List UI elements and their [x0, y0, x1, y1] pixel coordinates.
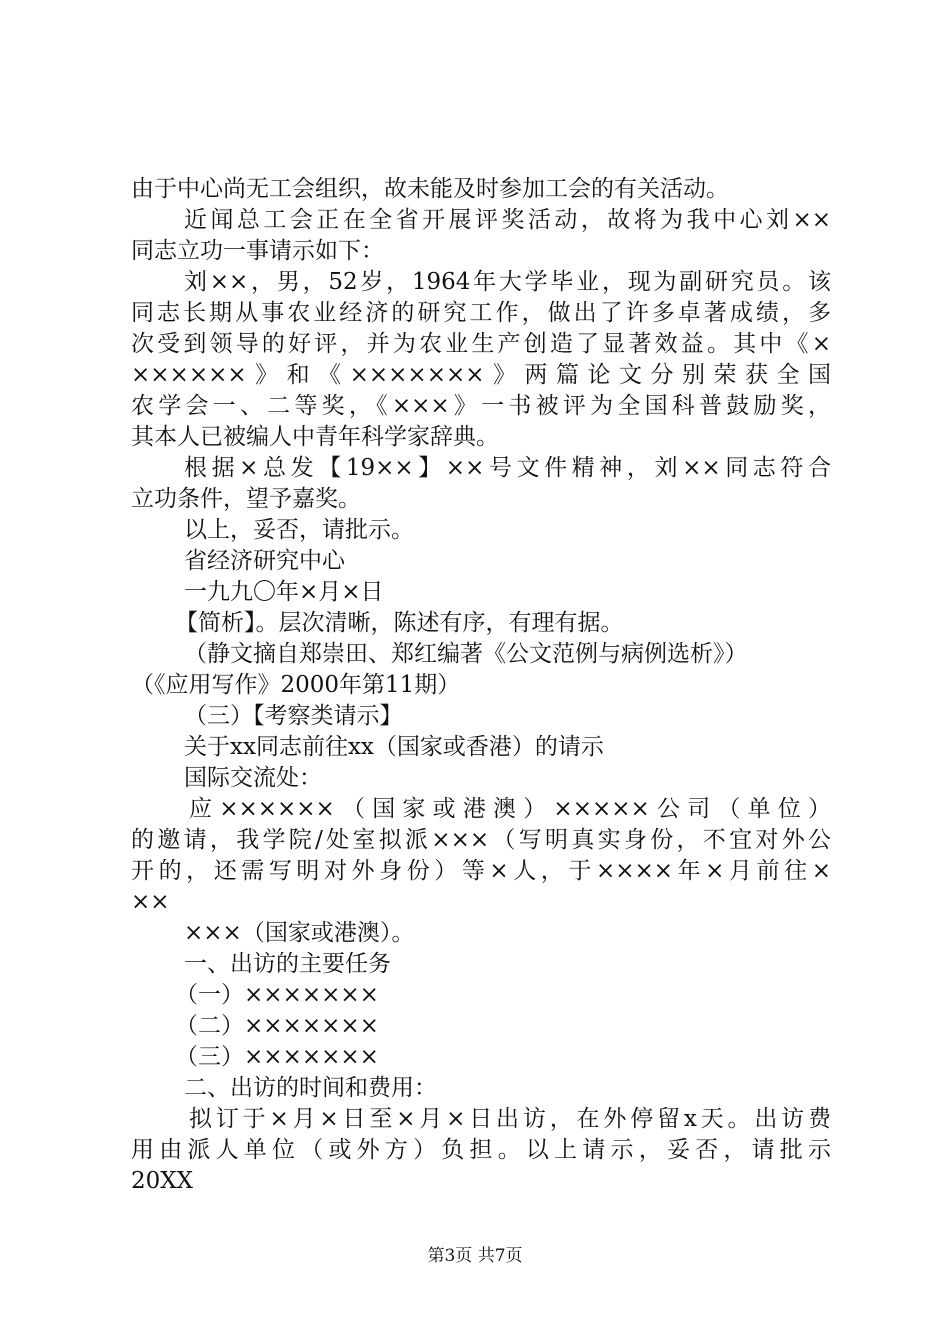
text-line: 由于中心尚无工会组织，故未能及时参加工会的有关活动。 — [131, 176, 729, 202]
text-line: （三）××××××× — [175, 1044, 379, 1070]
text-line: 次受到领导的好评，并为农业生产创造了显著效益。其中《× — [131, 331, 831, 357]
text-line: ××××××》和《×××××××》两篇论文分别荣获全国 — [131, 362, 831, 388]
document-body — [131, 174, 831, 1197]
text-line: （二）××××××× — [175, 1013, 379, 1039]
text-line: 根据×总发【19××】××号文件精神，刘××同志符合 — [184, 455, 831, 481]
text-line: ×××（国家或港澳）。 — [184, 920, 415, 946]
text-line: 以上，妥否，请批示。 — [184, 517, 414, 543]
text-line: ×× — [131, 889, 170, 915]
text-line: 刘××，男，52岁，1964年大学毕业，现为副研究员。该 — [184, 269, 831, 295]
text-line: 同志立功一事请示如下： — [131, 238, 384, 264]
text-line: 农学会一、二等奖，《×××》一书被评为全国科普鼓励奖， — [131, 393, 831, 419]
text-line: 二、出访的时间和费用： — [184, 1075, 437, 1101]
text-line: 国际交流处： — [184, 765, 322, 791]
text-line: 一、出访的主要任务 — [184, 951, 391, 977]
text-line: （一）××××××× — [175, 982, 379, 1008]
text-line: 20XX — [131, 1168, 194, 1194]
text-line: 用由派人单位（或外方）负担。以上请示，妥否，请批示 — [131, 1137, 831, 1163]
text-line: 近闻总工会正在全省开展评奖活动，故将为我中心刘×× — [184, 207, 831, 233]
text-line: 的邀请，我学院/处室拟派×××（写明真实身份，不宜对外公 — [131, 827, 831, 853]
text-line: 关于xx同志前往xx（国家或香港）的请示 — [184, 734, 604, 760]
text-line: 其本人已被编人中青年科学家辞典。 — [131, 424, 499, 450]
text-line: 省经济研究中心 — [184, 548, 345, 574]
text-line: （《应用写作》2000年第11期） — [131, 672, 461, 698]
text-line: 立功条件，望予嘉奖。 — [131, 486, 361, 512]
page-number-footer: 第3页 共7页 — [427, 1246, 523, 1266]
text-line: （静文摘自郑崇田、郑红编著《公文范例与病例选析》） — [184, 641, 748, 667]
text-line: 一九九〇年×月×日 — [184, 579, 384, 605]
text-line: 应××××××（国家或港澳）×××××公司（单位） — [189, 796, 831, 822]
text-line: 拟订于×月×日至×月×日出访，在外停留x天。出访费 — [189, 1106, 831, 1132]
text-line: 【简析】。层次清晰，陈述有序，有理有据。 — [175, 610, 624, 636]
text-line: 开的，还需写明对外身份）等×人，于××××年×月前往× — [131, 858, 831, 884]
text-line: （三）【考察类请示】 — [184, 703, 403, 729]
text-line: 同志长期从事农业经济的研究工作，做出了许多卓著成绩，多 — [131, 300, 831, 326]
